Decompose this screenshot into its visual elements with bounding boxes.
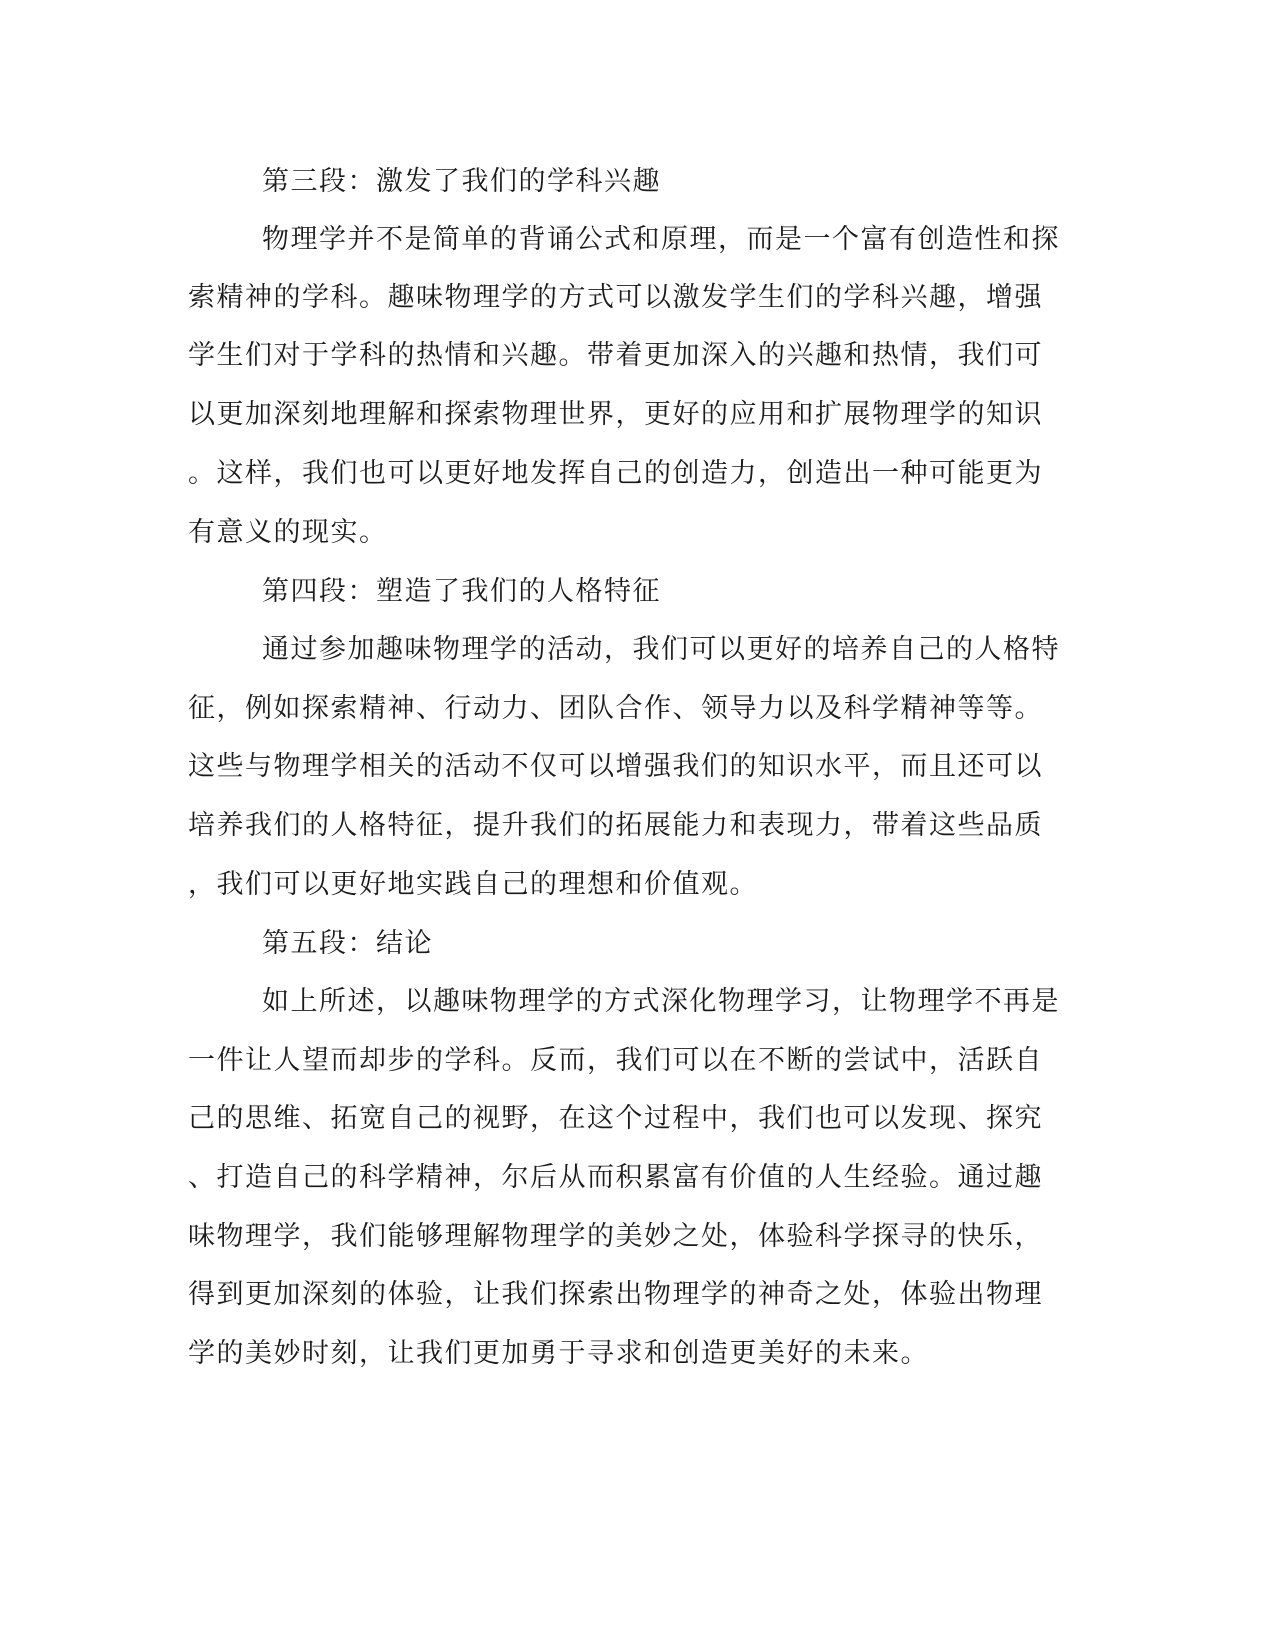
paragraph-line: 有意义的现实。 <box>188 517 388 548</box>
paragraph-line: 以更加深刻地理解和探索物理世界，更好的应用和扩展物理学的知识 <box>188 399 1043 430</box>
paragraph-line: 通过参加趣味物理学的活动，我们可以更好的培养自己的人格特 <box>262 634 1060 665</box>
paragraph-line: 学的美妙时刻，让我们更加勇于寻求和创造更美好的未来。 <box>188 1338 929 1369</box>
paragraph-line: 索精神的学科。趣味物理学的方式可以激发学生们的学科兴趣，增强 <box>188 282 1043 313</box>
section-heading-4: 第四段：塑造了我们的人格特征 <box>262 576 661 607</box>
paragraph-line: 一件让人望而却步的学科。反而，我们可以在不断的尝试中，活跃自 <box>188 1045 1043 1076</box>
paragraph-line: 得到更加深刻的体验，让我们探索出物理学的神奇之处，体验出物理 <box>188 1279 1043 1310</box>
paragraph-line: 如上所述，以趣味物理学的方式深化物理学习，让物理学不再是 <box>262 986 1060 1017</box>
paragraph-line: 物理学并不是简单的背诵公式和原理，而是一个富有创造性和探 <box>262 224 1060 255</box>
section-heading-5: 第五段：结论 <box>262 928 433 959</box>
section-heading-3: 第三段：激发了我们的学科兴趣 <box>262 166 661 197</box>
paragraph-line: 。这样，我们也可以更好地发挥自己的创造力，创造出一种可能更为 <box>188 458 1043 489</box>
paragraph-line: 培养我们的人格特征，提升我们的拓展能力和表现力，带着这些品质 <box>188 810 1043 841</box>
paragraph-line: 学生们对于学科的热情和兴趣。带着更加深入的兴趣和热情，我们可 <box>188 340 1043 371</box>
paragraph-line: 这些与物理学相关的活动不仅可以增强我们的知识水平，而且还可以 <box>188 751 1043 782</box>
paragraph-line: ，我们可以更好地实践自己的理想和价值观。 <box>188 869 758 900</box>
paragraph-line: 征，例如探索精神、行动力、团队合作、领导力以及科学精神等等。 <box>188 693 1043 724</box>
paragraph-line: 、打造自己的科学精神，尔后从而积累富有价值的人生经验。通过趣 <box>188 1162 1043 1193</box>
paragraph-line: 味物理学，我们能够理解物理学的美妙之处，体验科学探寻的快乐， <box>188 1221 1043 1252</box>
paragraph-line: 己的思维、拓宽自己的视野，在这个过程中，我们也可以发现、探究 <box>188 1103 1043 1134</box>
